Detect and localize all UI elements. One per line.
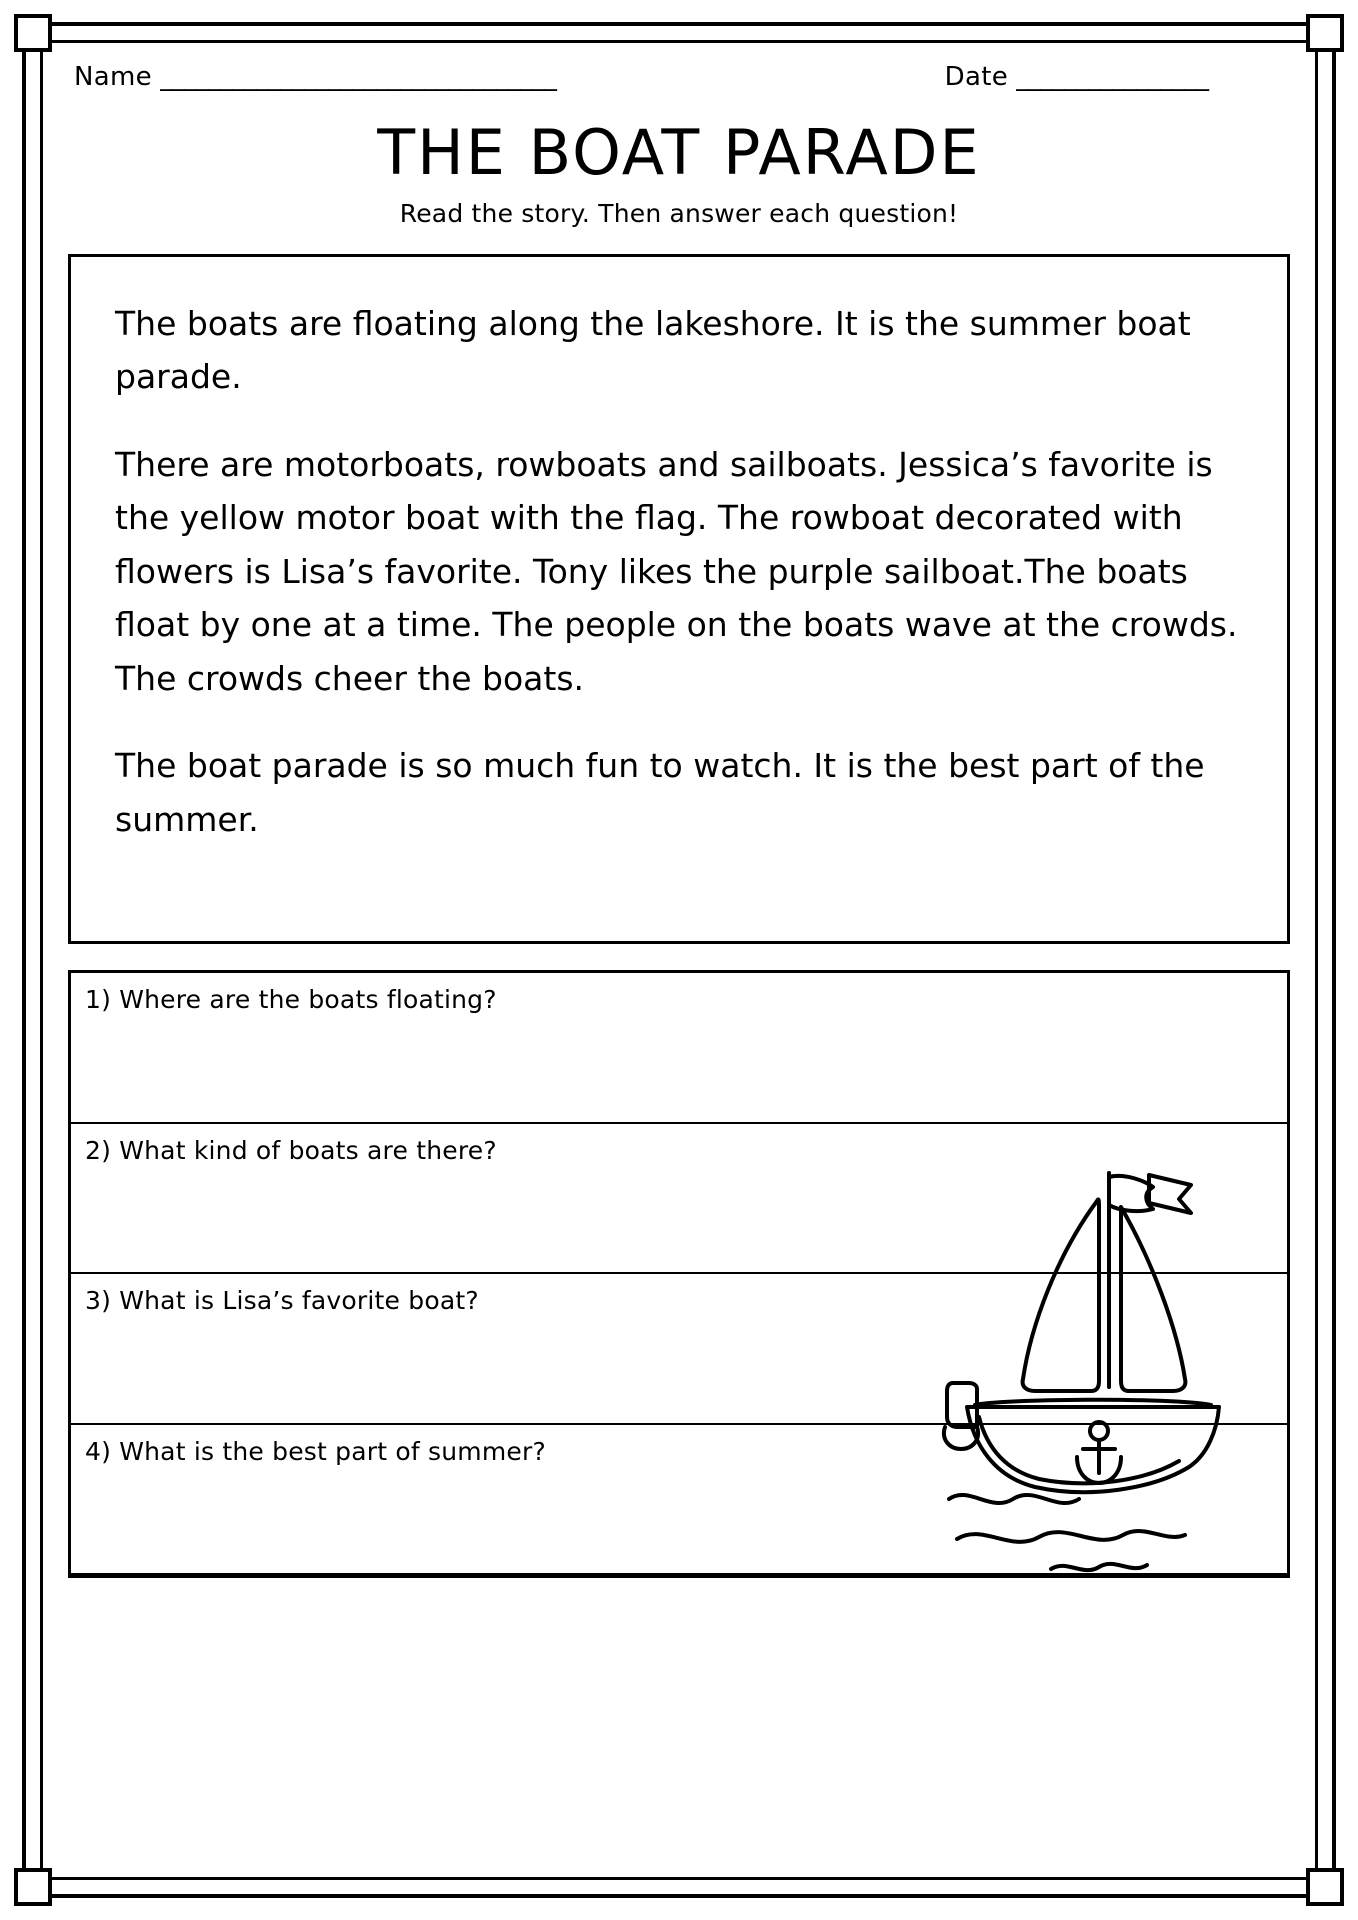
name-field[interactable] — [74, 62, 770, 92]
question-text: 1) Where are the boats floating? — [85, 985, 497, 1014]
corner-ornament-bottom-left — [14, 1868, 52, 1906]
corner-ornament-bottom-right — [1306, 1868, 1344, 1906]
corner-ornament-top-left — [14, 14, 52, 52]
question-row[interactable] — [71, 1124, 1287, 1275]
question-text: 2) What kind of boats are there? — [85, 1135, 497, 1165]
name-date-row — [68, 62, 1290, 92]
date-label: Date — [944, 62, 1008, 92]
page-subtitle: Read the story. Then answer each question! — [399, 199, 959, 228]
question-text: 4) What is the best part of summer? — [85, 1436, 546, 1466]
story-paragraph: The boats are floating along the lakeshore. It is the summer boat parade. — [115, 304, 1191, 397]
questions-box — [68, 970, 1290, 1578]
story-paragraph: The boat parade is so much fun to watch. It is the best part of the summer. — [115, 746, 1205, 839]
question-row[interactable] — [71, 973, 1287, 1124]
story-paragraph: There are motorboats, rowboats and sailboats. Jessica’s favorite is the yellow motor boat with the flag. The rowboat decorated with flowers is Lisa’s favorite. Tony likes the purple sailboat.The boats float by one at a time. The people on the boats wave at the crowds. The crowds cheer the boats. — [115, 444, 1238, 698]
corner-ornament-top-right — [1306, 14, 1344, 52]
question-row[interactable] — [71, 1425, 1287, 1576]
question-text: 3) What is Lisa’s favorite boat? — [85, 1286, 479, 1315]
worksheet-content — [60, 48, 1298, 1872]
story-passage-box — [68, 254, 1290, 944]
question-row[interactable] — [71, 1274, 1287, 1425]
date-writing-line[interactable]: ________________ — [1016, 62, 1208, 92]
name-label: Name — [74, 62, 152, 92]
name-writing-line[interactable]: _________________________________ — [159, 62, 556, 92]
page-title: THE BOAT PARADE — [377, 116, 981, 189]
date-field[interactable] — [945, 62, 1284, 92]
